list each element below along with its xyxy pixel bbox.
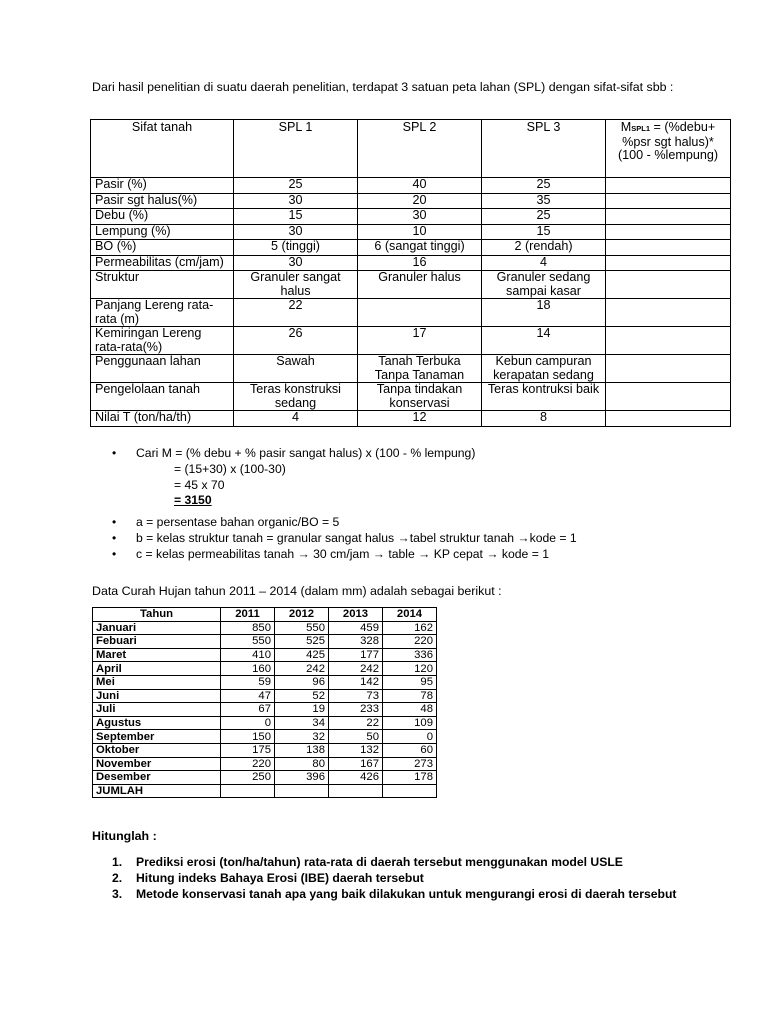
note-m-formula: [112, 446, 577, 462]
value-2013: 132: [329, 743, 383, 757]
cell-m: [606, 327, 731, 355]
note-c-text: c = kelas permeabilitas tanah → 30 cm/jam → table → KP cepat → kode = 1: [136, 546, 550, 561]
cell-spl-1: Granuler sangat halus: [234, 271, 358, 299]
spl-row: [91, 327, 731, 355]
spl-table: [90, 119, 731, 427]
month-label: September: [93, 730, 221, 744]
row-label: Pengelolaan tanah: [91, 383, 234, 411]
rainfall-total-row: [93, 784, 437, 798]
month-label: Maret: [93, 648, 221, 662]
value-2011: 410: [221, 648, 275, 662]
value-2011: 67: [221, 703, 275, 717]
value-2011: 220: [221, 757, 275, 771]
spl-row: [91, 411, 731, 427]
cell-m: [606, 255, 731, 271]
value-2014: 162: [383, 621, 437, 635]
task-number: 2.: [112, 870, 123, 885]
calculation-notes: [112, 446, 577, 563]
value-2014: 220: [383, 635, 437, 649]
value-2011: 175: [221, 743, 275, 757]
rainfall-row: [93, 703, 437, 717]
rainfall-row: [93, 716, 437, 730]
cell-m: [606, 271, 731, 299]
value-2014: 48: [383, 703, 437, 717]
task-text: Hitung indeks Bahaya Erosi (IBE) daerah tersebut: [136, 870, 424, 885]
cell-spl-2: 40: [358, 178, 482, 194]
value-2011: 550: [221, 635, 275, 649]
value-2013: 142: [329, 675, 383, 689]
value-2013: 242: [329, 662, 383, 676]
cell-spl-1: Teras konstruksi sedang: [234, 383, 358, 411]
cell-m: [606, 411, 731, 427]
cell-spl-1: 30: [234, 255, 358, 271]
row-label: Nilai T (ton/ha/th): [91, 411, 234, 427]
row-label: Panjang Lereng rata-rata (m): [91, 299, 234, 327]
calc-line-2: = 45 x 70: [174, 477, 225, 492]
value-2012: 96: [275, 675, 329, 689]
value-2014: 0: [383, 730, 437, 744]
spl-row: [91, 299, 731, 327]
task-text: Metode konservasi tanah apa yang baik dilakukan untuk mengurangi erosi di daerah tersebut: [136, 886, 677, 901]
rainfall-row: [93, 621, 437, 635]
m-rest: = (%debu+ %psr sgt halus)*(100 - %lempung): [617, 120, 719, 162]
value-2012: 550: [275, 621, 329, 635]
intro-paragraph: Dari hasil penelitian di suatu daerah penelitian, terdapat 3 satuan peta lahan (SPL) dengan sifat-sifat sbb :: [92, 80, 674, 94]
cell-spl-3: 25: [482, 209, 606, 225]
row-label: Pasir sgt halus(%): [91, 193, 234, 209]
total-2011: [221, 784, 275, 798]
cell-spl-1: 22: [234, 299, 358, 327]
cell-spl-3: 14: [482, 327, 606, 355]
header-2013: 2013: [329, 608, 383, 622]
spl-header-row: [91, 120, 731, 178]
header-2012: 2012: [275, 608, 329, 622]
cell-spl-2: 6 (sangat tinggi): [358, 240, 482, 256]
value-2011: 47: [221, 689, 275, 703]
task-number: 3.: [112, 886, 123, 901]
month-label: April: [93, 662, 221, 676]
cell-m: [606, 224, 731, 240]
cell-spl-1: 5 (tinggi): [234, 240, 358, 256]
row-label: Permeabilitas (cm/jam): [91, 255, 234, 271]
total-2014: [383, 784, 437, 798]
cell-m: [606, 299, 731, 327]
value-2013: 459: [329, 621, 383, 635]
cell-spl-2: Tanpa tindakan konservasi: [358, 383, 482, 411]
total-2012: [275, 784, 329, 798]
header-2014: 2014: [383, 608, 437, 622]
value-2014: 78: [383, 689, 437, 703]
spl-row: [91, 193, 731, 209]
value-2013: 233: [329, 703, 383, 717]
task-item: [112, 855, 676, 871]
row-label: Lempung (%): [91, 224, 234, 240]
rainfall-row: [93, 675, 437, 689]
cell-spl-3: Kebun campuran kerapatan sedang: [482, 355, 606, 383]
cell-spl-1: 15: [234, 209, 358, 225]
month-label: Oktober: [93, 743, 221, 757]
rainfall-row: [93, 743, 437, 757]
value-2012: 32: [275, 730, 329, 744]
spl-row: [91, 209, 731, 225]
rainfall-row: [93, 662, 437, 676]
cell-spl-1: 26: [234, 327, 358, 355]
cell-spl-2: 12: [358, 411, 482, 427]
rainfall-header-row: [93, 608, 437, 622]
cell-m: [606, 355, 731, 383]
cell-spl-3: 4: [482, 255, 606, 271]
header-2011: 2011: [221, 608, 275, 622]
cell-spl-3: Granuler sedang sampai kasar: [482, 271, 606, 299]
cell-m: [606, 178, 731, 194]
cell-spl-2: Granuler halus: [358, 271, 482, 299]
cell-spl-1: 30: [234, 193, 358, 209]
row-label: Penggunaan lahan: [91, 355, 234, 383]
cell-spl-2: 20: [358, 193, 482, 209]
note-a-text: a = persentase bahan organic/BO = 5: [136, 515, 340, 530]
cell-m: [606, 209, 731, 225]
spl-row: [91, 178, 731, 194]
value-2012: 80: [275, 757, 329, 771]
month-label: Mei: [93, 675, 221, 689]
spl-row: [91, 383, 731, 411]
m-prefix: M: [620, 120, 632, 134]
rainfall-intro: Data Curah Hujan tahun 2011 – 2014 (dalam mm) adalah sebagai berikut :: [92, 584, 502, 598]
note-a: [112, 515, 577, 531]
cell-spl-1: 30: [234, 224, 358, 240]
note-b: [112, 531, 577, 547]
calc-line-1: = (15+30) x (100-30): [174, 461, 286, 476]
calc-result: [112, 493, 577, 509]
header-sifat-tanah: Sifat tanah: [91, 120, 234, 178]
value-2013: 22: [329, 716, 383, 730]
spl-row: [91, 240, 731, 256]
cell-spl-1: Sawah: [234, 355, 358, 383]
cell-spl-3: 25: [482, 178, 606, 194]
task-list: [112, 855, 676, 902]
cell-m: [606, 240, 731, 256]
row-label: Pasir (%): [91, 178, 234, 194]
row-label: Kemiringan Lereng rata-rata(%): [91, 327, 234, 355]
rainfall-row: [93, 771, 437, 785]
value-2013: 73: [329, 689, 383, 703]
value-2014: 95: [383, 675, 437, 689]
month-label: Juli: [93, 703, 221, 717]
cell-spl-2: [358, 299, 482, 327]
value-2012: 242: [275, 662, 329, 676]
value-2013: 167: [329, 757, 383, 771]
value-2014: 109: [383, 716, 437, 730]
spl-row: [91, 224, 731, 240]
cell-spl-2: 16: [358, 255, 482, 271]
month-label: Agustus: [93, 716, 221, 730]
value-2012: 138: [275, 743, 329, 757]
calc-result-value: = 3150: [174, 493, 212, 508]
value-2013: 177: [329, 648, 383, 662]
cell-spl-3: 18: [482, 299, 606, 327]
total-label: JUMLAH: [93, 784, 221, 798]
value-2011: 850: [221, 621, 275, 635]
value-2011: 0: [221, 716, 275, 730]
cell-spl-3: 15: [482, 224, 606, 240]
value-2013: 328: [329, 635, 383, 649]
value-2011: 59: [221, 675, 275, 689]
value-2012: 52: [275, 689, 329, 703]
month-label: November: [93, 757, 221, 771]
spl-row: [91, 255, 731, 271]
month-label: Januari: [93, 621, 221, 635]
cell-m: [606, 193, 731, 209]
value-2014: 178: [383, 771, 437, 785]
month-label: Juni: [93, 689, 221, 703]
spl-row: [91, 355, 731, 383]
rainfall-row: [93, 635, 437, 649]
m-formula-text: Cari M = (% debu + % pasir sangat halus) x (100 - % lempung): [136, 446, 476, 460]
cell-spl-3: Teras kontruksi baik: [482, 383, 606, 411]
cell-spl-2: 30: [358, 209, 482, 225]
value-2012: 19: [275, 703, 329, 717]
header-spl-3: SPL 3: [482, 120, 606, 178]
task-item: [112, 887, 676, 903]
value-2014: 120: [383, 662, 437, 676]
value-2014: 60: [383, 743, 437, 757]
value-2012: 34: [275, 716, 329, 730]
header-m-formula: [606, 120, 731, 178]
cell-spl-2: 10: [358, 224, 482, 240]
rainfall-row: [93, 689, 437, 703]
header-spl-2: SPL 2: [358, 120, 482, 178]
header-spl-1: SPL 1: [234, 120, 358, 178]
value-2013: 50: [329, 730, 383, 744]
value-2012: 396: [275, 771, 329, 785]
value-2013: 426: [329, 771, 383, 785]
value-2011: 150: [221, 730, 275, 744]
rainfall-row: [93, 730, 437, 744]
m-subscript: SPL1: [631, 124, 651, 133]
month-label: Desember: [93, 771, 221, 785]
cell-spl-2: Tanah Terbuka Tanpa Tanaman: [358, 355, 482, 383]
cell-spl-1: 4: [234, 411, 358, 427]
task-text: Prediksi erosi (ton/ha/tahun) rata-rata di daerah tersebut menggunakan model USLE: [136, 855, 623, 869]
total-2013: [329, 784, 383, 798]
cell-spl-3: 8: [482, 411, 606, 427]
value-2014: 273: [383, 757, 437, 771]
value-2012: 425: [275, 648, 329, 662]
row-label: Struktur: [91, 271, 234, 299]
spl-row: [91, 271, 731, 299]
rainfall-row: [93, 757, 437, 771]
cell-spl-2: 17: [358, 327, 482, 355]
task-number: 1.: [112, 855, 123, 869]
rainfall-row: [93, 648, 437, 662]
note-b-text: b = kelas struktur tanah = granular sangat halus →tabel struktur tanah →kode = 1: [136, 530, 577, 545]
row-label: BO (%): [91, 240, 234, 256]
cell-spl-3: 2 (rendah): [482, 240, 606, 256]
cell-spl-1: 25: [234, 178, 358, 194]
note-c: [112, 547, 577, 563]
cell-spl-3: 35: [482, 193, 606, 209]
rainfall-table: [92, 607, 437, 798]
task-item: [112, 871, 676, 887]
value-2011: 160: [221, 662, 275, 676]
row-label: Debu (%): [91, 209, 234, 225]
cell-m: [606, 383, 731, 411]
value-2012: 525: [275, 635, 329, 649]
value-2014: 336: [383, 648, 437, 662]
header-tahun: Tahun: [93, 608, 221, 622]
hitung-heading: Hitunglah :: [92, 829, 157, 843]
value-2011: 250: [221, 771, 275, 785]
month-label: Febuari: [93, 635, 221, 649]
